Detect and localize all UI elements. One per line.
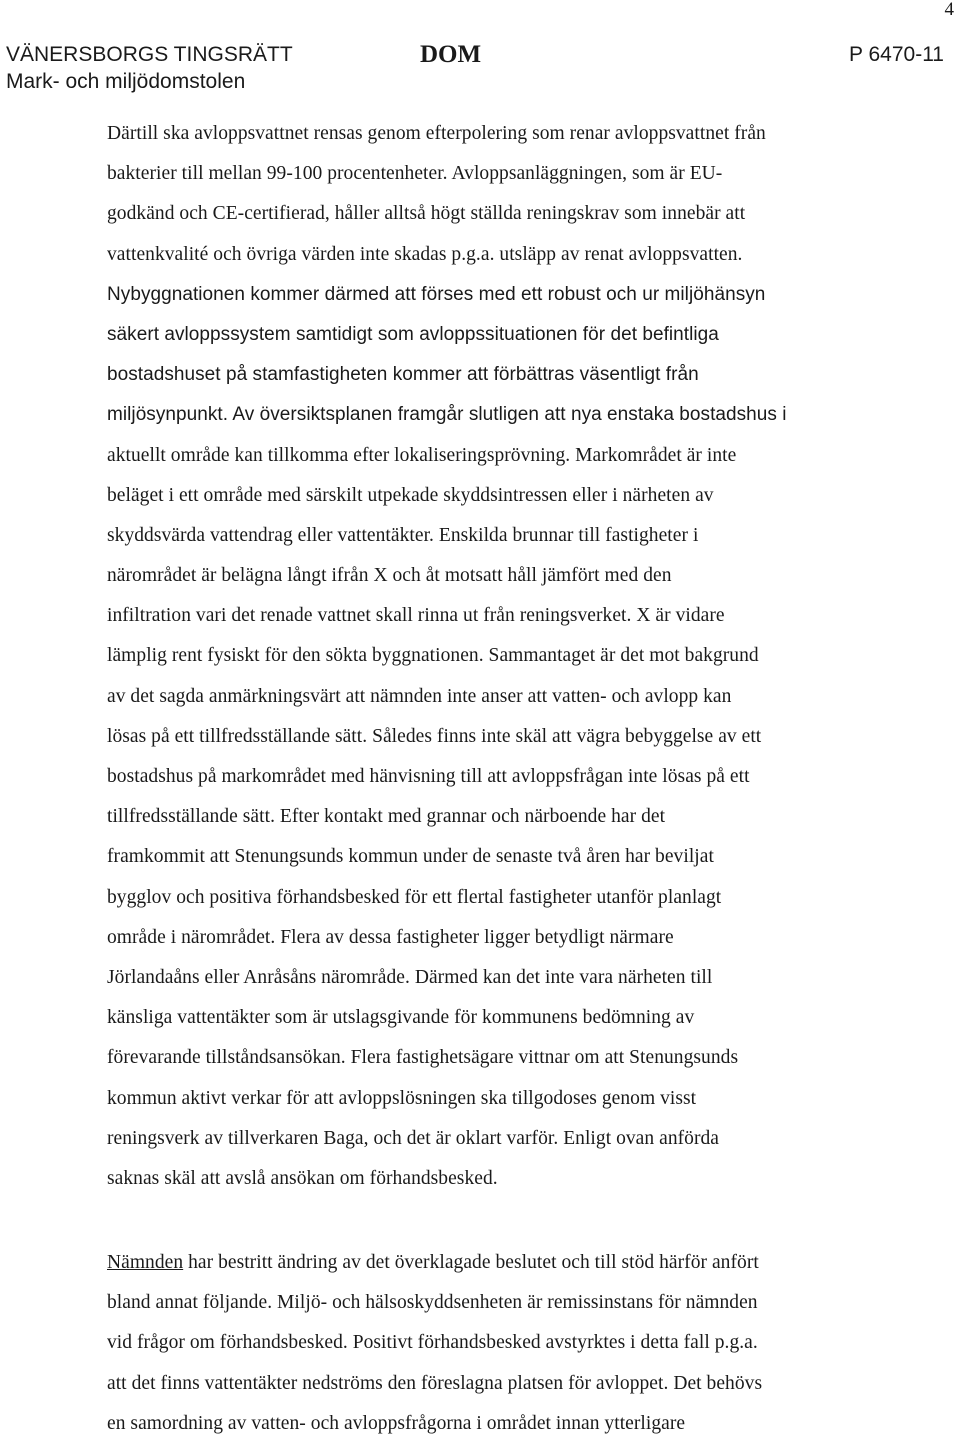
text-line: tillfredsställande sätt. Efter kontakt med grannar och närboende har det	[107, 806, 666, 828]
paragraph-committee-response	[107, 1243, 907, 1444]
text-line: säkert avloppssystem samtidigt som avloppssituationen för det befintliga	[107, 323, 719, 345]
text-line: bygglov och positiva förhandsbesked för ett flertal fastigheter utanför planlagt	[107, 886, 722, 908]
court-department: Mark- och miljödomstolen	[6, 70, 246, 93]
text-line: vattenkvalité och övriga värden inte skadas p.g.a. utsläpp av renat avloppsvatten.	[107, 243, 743, 265]
text-line: saknas skäl att avslå ansökan om förhandsbesked.	[107, 1167, 498, 1189]
text-line: Nybyggnationen kommer därmed att förses med ett robust och ur miljöhänsyn	[107, 283, 766, 305]
document-type: DOM	[420, 41, 482, 68]
text-line: Därtill ska avloppsvattnet rensas genom efterpolering som renar avloppsvattnet från	[107, 123, 766, 144]
text-line: kommun aktivt verkar för att avloppslösningen ska tillgodoses genom visst	[107, 1087, 697, 1109]
text-line: en samordning av vatten- och avloppsfrågorna i området innan ytterligare	[107, 1412, 686, 1434]
text-line: lösas på ett tillfredsställande sätt. Således finns inte skäl att vägra bebyggelse av ett	[107, 725, 762, 747]
text-line: skyddsvärda vattendrag eller vattentäkter. Enskilda brunnar till fastigheter i	[107, 524, 699, 546]
page-number: 4	[944, 0, 954, 20]
text-line: område i närområdet. Flera av dessa fastigheter ligger betydligt närmare	[107, 926, 674, 948]
text-line: godkänd och CE-certifierad, håller alltså högt ställda reningskrav som innebär att	[107, 203, 746, 225]
text-line: beläget i ett område med särskilt utpekade skyddsintressen eller i närheten av	[107, 484, 714, 506]
text-line: Jörlandaåns eller Anråsåns närområde. Därmed kan det inte vara närheten till	[107, 966, 713, 988]
text-line: bakterier till mellan 99-100 procentenheter. Avloppsanläggningen, som är EU-	[107, 163, 723, 185]
text-line: miljösynpunkt. Av översiktsplanen framgår slutligen att nya enstaka bostadshus i	[107, 404, 787, 426]
text-line: bostadshuset på stamfastigheten kommer att förbättras väsentligt från	[107, 364, 699, 386]
case-number: P 6470-11	[849, 43, 944, 66]
party-name-underlined: Nämnden	[107, 1252, 184, 1273]
text-span: har bestritt ändring av det överklagade beslutet och till stöd härför anfört	[183, 1252, 759, 1273]
text-line: närområdet är belägna långt ifrån X och åt motsatt håll jämfört med den	[107, 565, 672, 587]
text-line	[107, 1243, 907, 1283]
text-line: förevarande tillståndsansökan. Flera fastighetsägare vittnar om att Stenungsunds	[107, 1047, 739, 1069]
text-line: aktuellt område kan tillkomma efter lokaliseringsprövning. Markområdet är inte	[107, 444, 737, 466]
text-line: att det finns vattentäkter nedströms den föreslagna platsen för avloppet. Det behövs	[107, 1372, 763, 1394]
text-line: av det sagda anmärkningsvärt att nämnden inte anser att vatten- och avlopp kan	[107, 685, 732, 707]
text-line: framkommit att Stenungsunds kommun under de senaste två åren har beviljat	[107, 846, 714, 868]
text-line: vid frågor om förhandsbesked. Positivt förhandsbesked avstyrktes i detta fall p.g.a.	[107, 1332, 758, 1354]
text-line: bostadshus på markområdet med hänvisning till att avloppsfrågan inte lösas på ett	[107, 766, 750, 787]
text-line: känsliga vattentäkter som är utslagsgivande för kommunens bedömning av	[107, 1007, 695, 1029]
text-line: infiltration vari det renade vattnet skall rinna ut från reningsverket. X är vidare	[107, 605, 725, 627]
paragraph-applicant-argument	[107, 114, 907, 1199]
text-line: bland annat följande. Miljö- och hälsoskyddsenheten är remissinstans för nämnden	[107, 1292, 758, 1314]
text-line: lämplig rent fysiskt för den sökta byggnationen. Sammantaget är det mot bakgrund	[107, 645, 759, 667]
court-name: VÄNERSBORGS TINGSRÄTT	[6, 43, 293, 66]
text-line: reningsverk av tillverkaren Baga, och det är oklart varför. Enligt ovan anförda	[107, 1127, 720, 1149]
